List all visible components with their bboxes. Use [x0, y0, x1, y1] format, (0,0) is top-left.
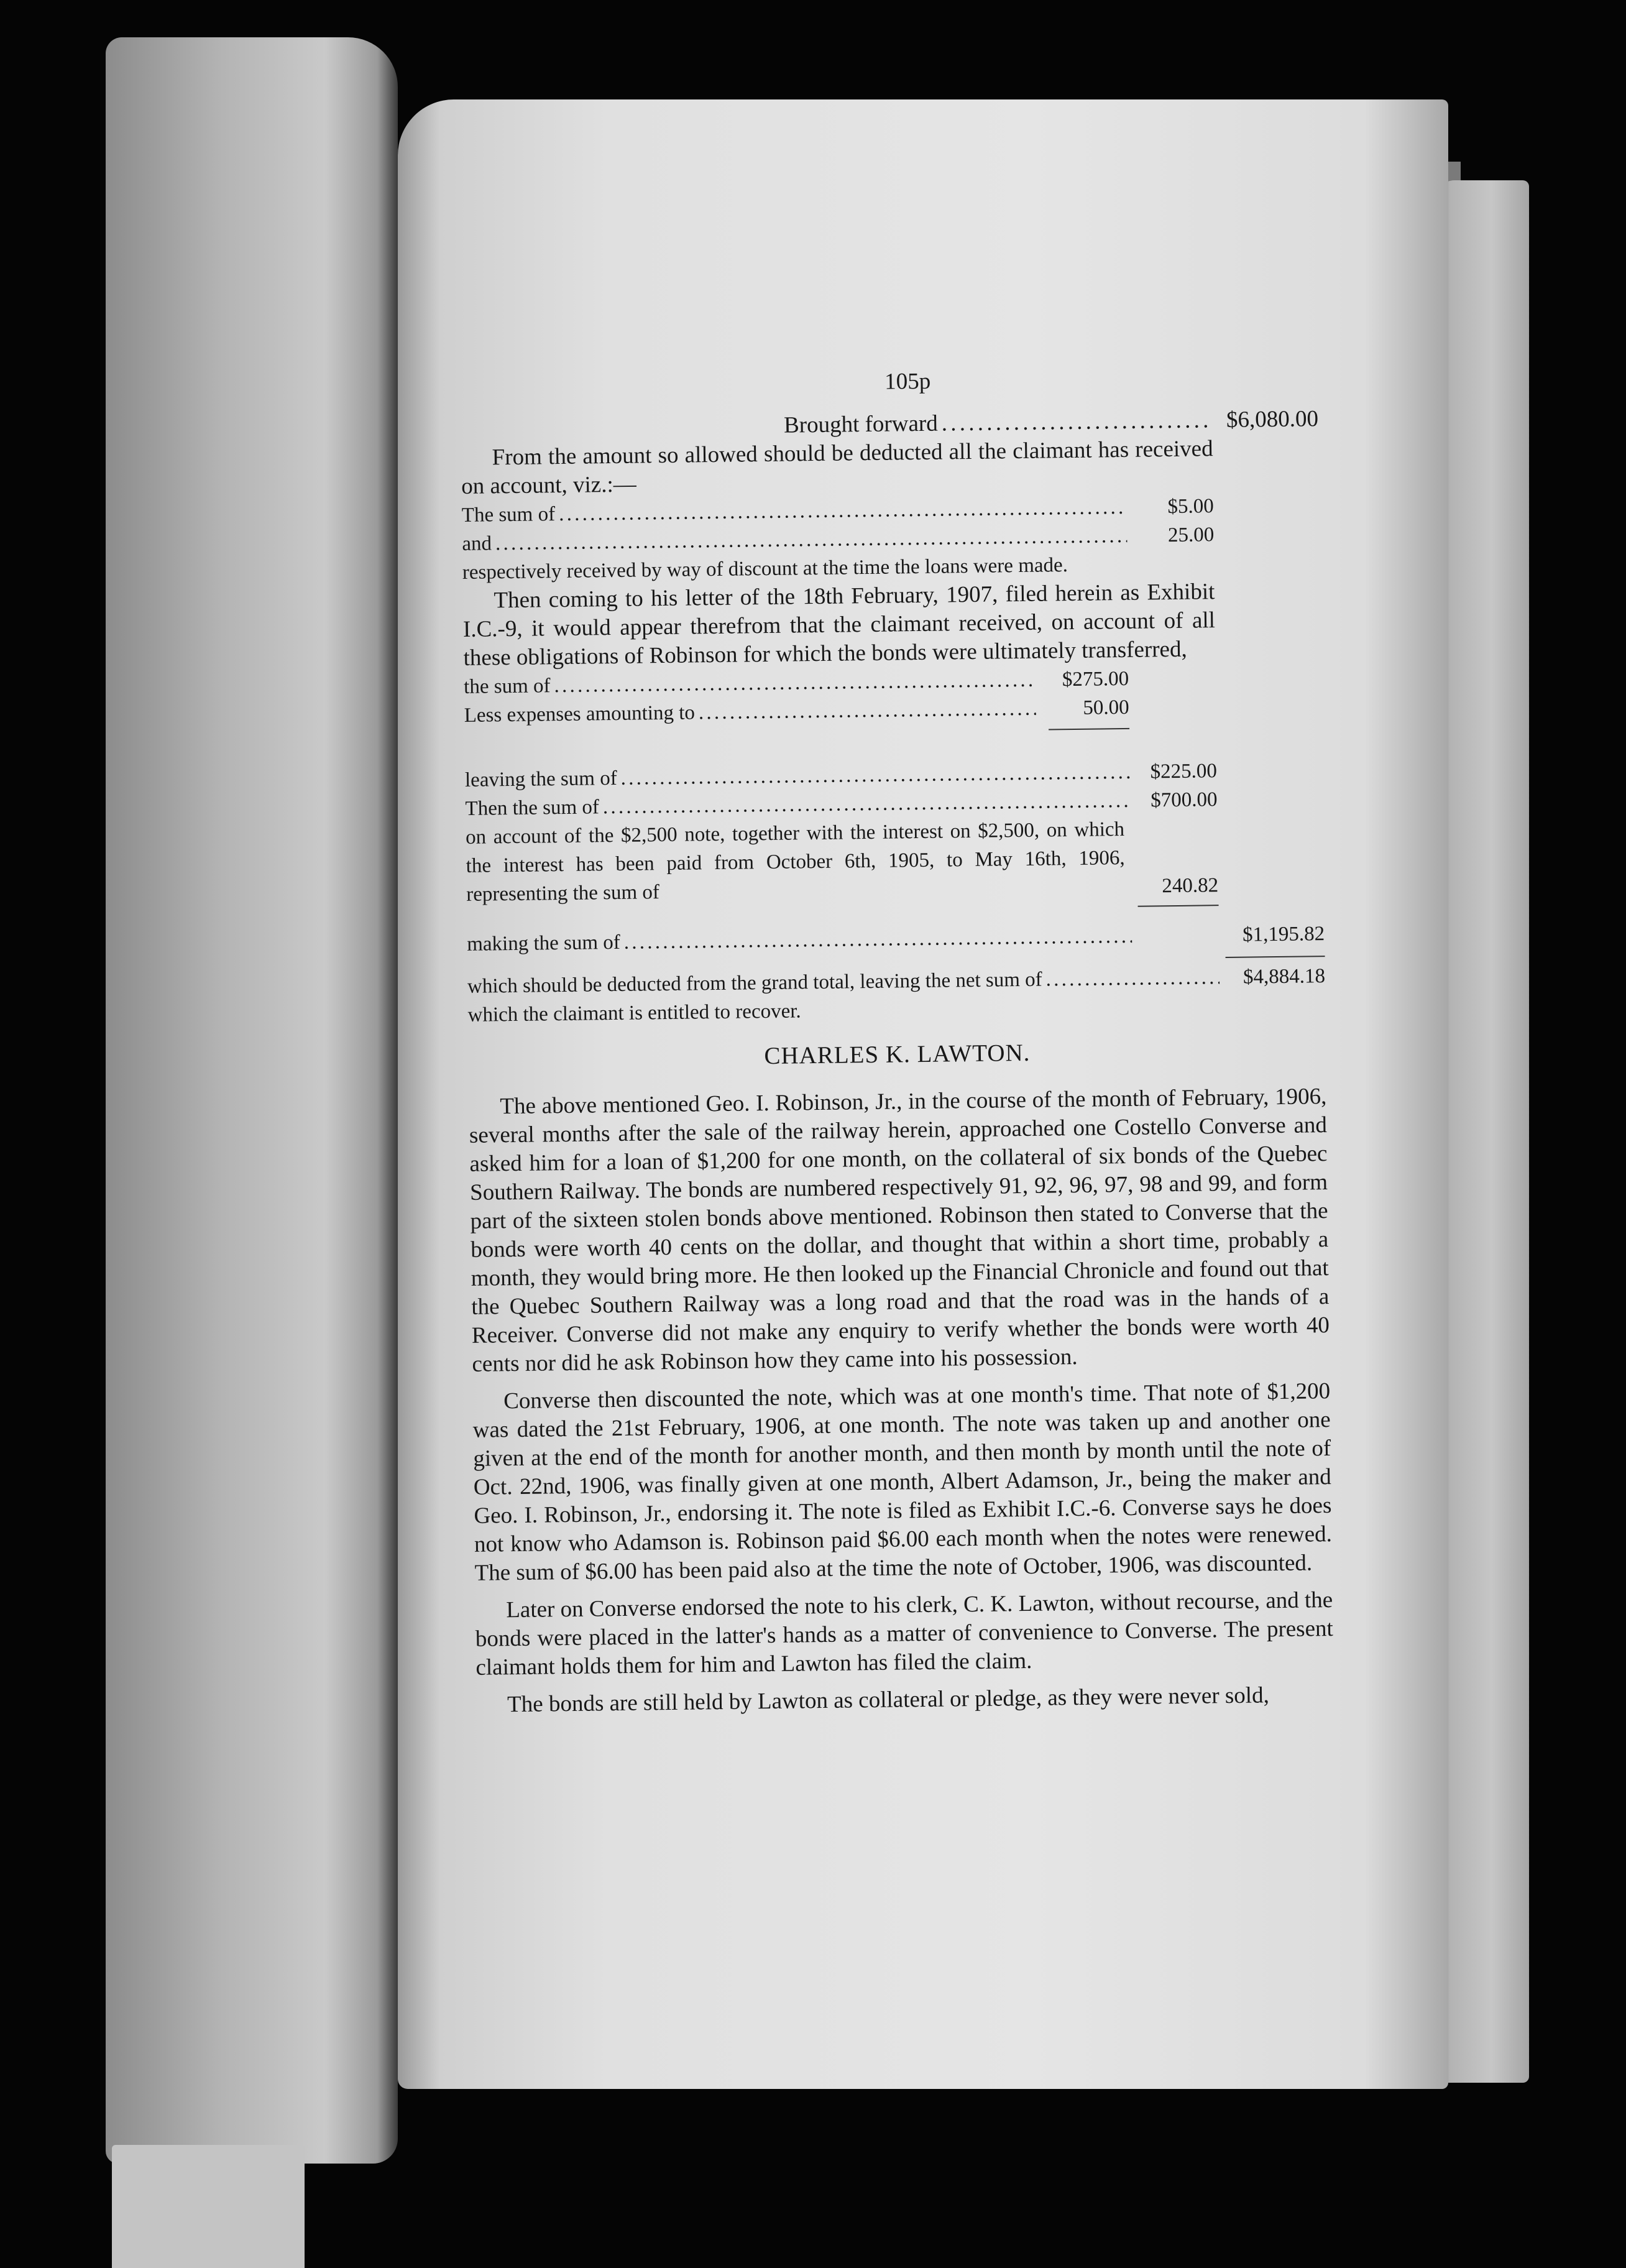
subtotal-rule-2: [1138, 905, 1219, 907]
respectively-text: respectively received by way of discount at the time the loans were made.: [462, 554, 1068, 584]
the-sum-of-amount: $275.00: [1062, 667, 1129, 691]
page-number: 105p: [884, 368, 931, 395]
paragraph-1: The above mentioned Geo. I. Robinson, Jr., in the course of the month of February, 1906, several months after the sale of the railway herein, approached one Costello Converse and asked him for a loan of $1,200 for one month, on the collateral of six bonds of the Quebec Southern Railway. The bonds are numbered respectively 91, 92, 96, 97, 98 and 99, and form part of the sixteen stolen bonds above mentioned. Robinson then stated to Converse that the bonds were worth 40 cents on the dollar, and thought that within a short time, probably a month, they would bring more. He then looked up the Financial Chronicle and found out that the Quebec Southern Railway was a long road and that the road was in the hands of a Receiver. Converse did not make any enquiry to verify whether the bonds were worth 40 cents nor did he ask Robinson how they came into his possession.: [469, 1084, 1330, 1377]
total-rule: [1226, 956, 1325, 958]
page-text: [460, 362, 1334, 1728]
paragraph-2: Converse then discounted the note, which was at one month's time. That note of $1,200 was dated the 21st February, 1906, at one month. The note was taken up and another one given at the end of the month for another month, and then month by month until the note of Oct. 22nd, 1906, was finally given at one month, Albert Adamson, Jr., being the maker and Geo. I. Robinson, Jr., endorsing it. The note is filed as Exhibit I.C.-6. Converse says he does not know who Adamson is. Robinson paid $6.00 each month when the notes were renewed. The sum of $6.00 has been paid also at the time the note of October, 1906, was discounted.: [472, 1378, 1333, 1586]
making-label: making the sum of: [467, 931, 620, 956]
paragraph-4: The bonds are still held by Lawton as collateral or pledge, as they were never sold,: [507, 1682, 1270, 1718]
then-sum-amount: $700.00: [1151, 788, 1218, 812]
paragraph-3: Later on Converse endorsed the note to his clerk, C. K. Lawton, without recourse, and the bonds were placed in the latter's hands as a matter of convenience to Converse. The present claimant holds them for him and Lawton has filed the claim.: [475, 1587, 1334, 1680]
and-amount: 25.00: [1167, 523, 1215, 547]
less-expenses-label: Less expenses amounting to: [464, 701, 696, 727]
then-coming-text: Then coming to his letter of the 18th February, 1907, filed herein as Exhibit I.C.-9, it would appear therefrom that the claimant received, on account of all these obligations of Robinson for which the bonds were ultimately transferred,: [462, 579, 1216, 671]
leaving-label: leaving the sum of: [464, 767, 617, 791]
deducted-amount: $4,884.18: [1242, 965, 1326, 989]
making-amount: $1,195.82: [1242, 923, 1325, 946]
less-expenses-amount: 50.00: [1083, 696, 1129, 719]
leaving-amount: $225.00: [1150, 760, 1218, 783]
sum-of-label: The sum of: [461, 503, 556, 527]
intro-text: From the amount so allowed should be deducted all the claimant has received on account, viz.:—: [461, 436, 1213, 499]
recover-text: which the claimant is entitled to recover.: [467, 1000, 801, 1026]
left-page: [106, 37, 398, 2164]
sum-of-amount: $5.00: [1167, 495, 1214, 519]
page-stack-edge: [1436, 180, 1529, 2083]
deducted-label: which should be deducted from the grand total, leaving the net sum of: [467, 968, 1042, 998]
subtotal-rule-1: [1049, 728, 1129, 731]
then-sum-label: Then the sum of: [465, 796, 600, 820]
on-account-amount: 240.82: [1162, 874, 1219, 898]
left-page-tab: [112, 2145, 305, 2268]
section-heading: CHARLES K. LAWTON.: [764, 1039, 1031, 1070]
and-label: and: [462, 532, 492, 555]
on-account-text: on account of the $2,500 note, together with the interest on $2,500, on which the interest has been paid from October 6th, 1905, to May 16th, 1906, representing the sum of: [465, 818, 1125, 906]
brought-forward-label: Brought forward: [783, 410, 938, 438]
brought-forward-amount: $6,080.00: [1226, 406, 1319, 433]
making-row: [467, 920, 1325, 959]
the-sum-of-label: the sum of: [463, 675, 551, 698]
